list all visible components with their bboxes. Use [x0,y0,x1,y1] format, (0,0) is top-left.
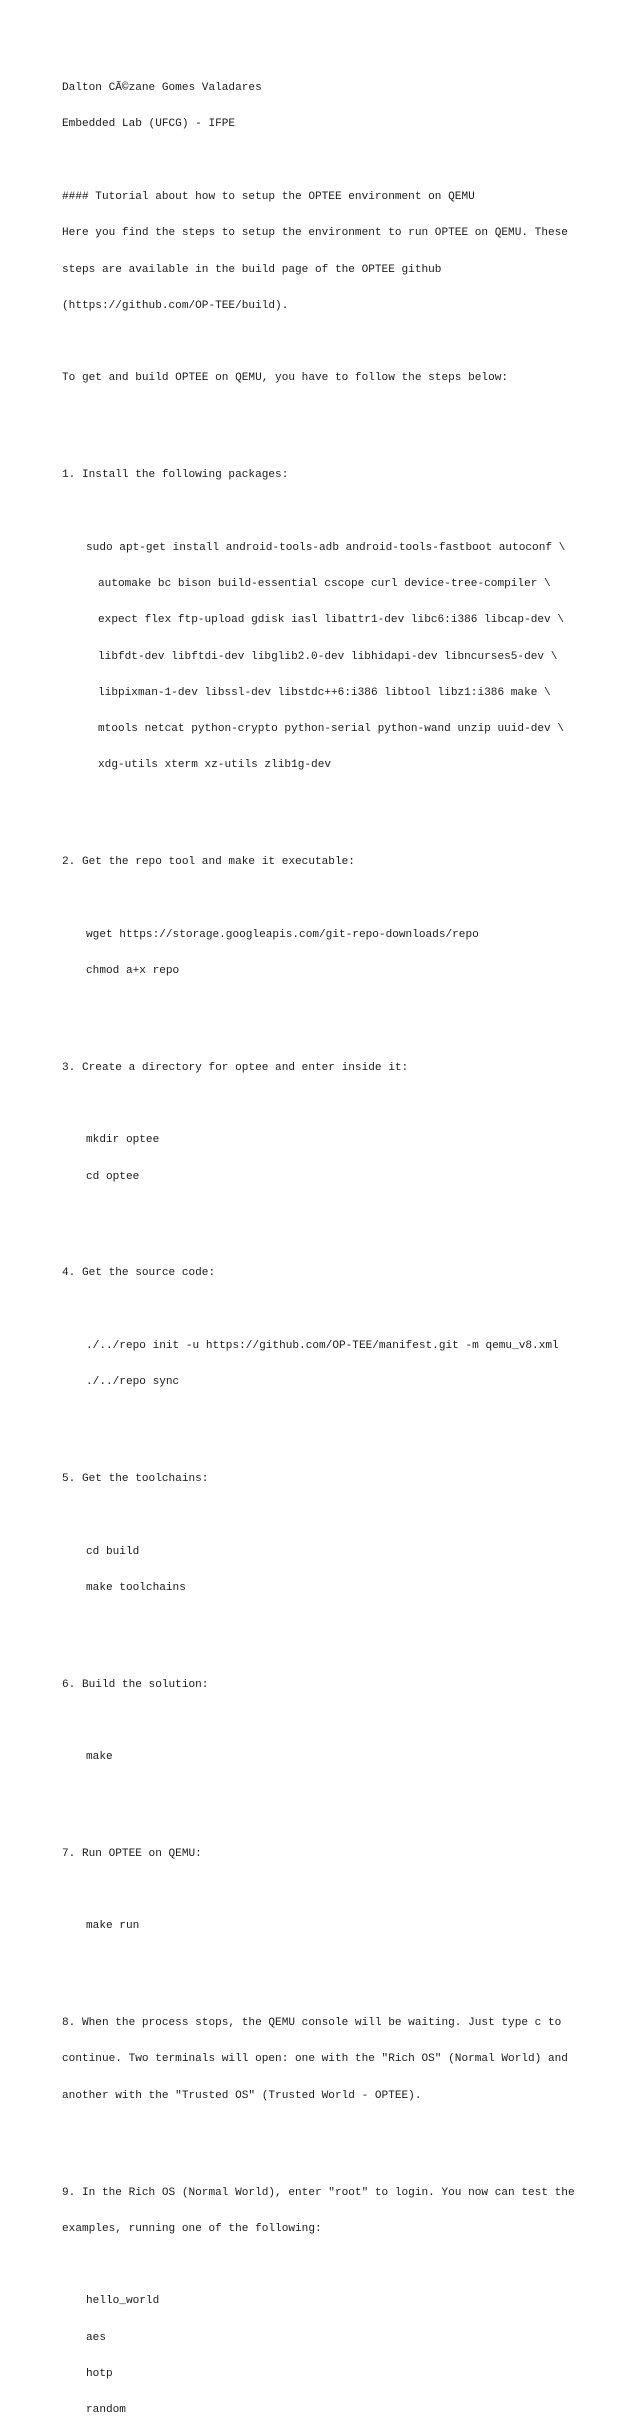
example-item: hotp [86,2367,113,2380]
example-item: hello_world [86,2295,160,2308]
step-2-title: 2. Get the repo tool and make it executable: [62,856,355,869]
step-9-line: examples, running one of the following: [62,2222,322,2235]
tutorial-title: #### Tutorial about how to setup the OPTEE environment on QEMU [62,191,475,204]
step-5-title: 5. Get the toolchains: [62,1472,209,1485]
step-9-line: 9. In the Rich OS (Normal World), enter "root" to login. You now can test the [62,2186,575,2199]
step-1-code-line: libpixman-1-dev libssl-dev libstdc++6:i386 libtool libz1:i386 make \ [98,686,551,699]
step-3-code-line: mkdir optee [86,1134,160,1147]
step-7-code-line: make run [86,1920,140,1933]
step-4-code-line: ./../repo sync [86,1376,180,1389]
lead-text: To get and build OPTEE on QEMU, you have to follow the steps below: [62,372,509,385]
step-4-title: 4. Get the source code: [62,1267,216,1280]
step-8-line: another with the "Trusted OS" (Trusted World - OPTEE). [62,2089,422,2102]
build-page-link[interactable]: (https://github.com/OP-TEE/build). [62,299,289,312]
step-1-code-line: xdg-utils xterm xz-utils zlib1g-dev [98,759,332,772]
author-name: Dalton CÃ©zane Gomes Valadares [62,82,262,95]
step-1-title: 1. Install the following packages: [62,469,289,482]
step-6-code-line: make [86,1751,113,1764]
lab-name: Embedded Lab (UFCG) - IFPE [62,118,236,131]
intro-line: steps are available in the build page of the OPTEE github [62,263,442,276]
step-6-title: 6. Build the solution: [62,1678,209,1691]
step-2-code-line: chmod a+x repo [86,965,180,978]
step-1-code-line: sudo apt-get install android-tools-adb android-tools-fastboot autoconf \ [86,541,566,554]
example-item: random [86,2404,126,2417]
document-page [62,58,622,2428]
step-1-code-line: automake bc bison build-essential cscope curl device-tree-compiler \ [98,578,551,591]
step-7-title: 7. Run OPTEE on QEMU: [62,1847,202,1860]
step-1-code-line: libfdt-dev libftdi-dev libglib2.0-dev libhidapi-dev libncurses5-dev \ [98,650,558,663]
step-4-code-line: ./../repo init -u https://github.com/OP-TEE/manifest.git -m qemu_v8.xml [86,1339,559,1352]
step-1-code-line: mtools netcat python-crypto python-serial python-wand unzip uuid-dev \ [98,723,565,736]
step-3-code-line: cd optee [86,1170,140,1183]
step-5-code-line: cd build [86,1545,140,1558]
step-8-line: continue. Two terminals will open: one with the "Rich OS" (Normal World) and [62,2053,568,2066]
step-2-code-line: wget https://storage.googleapis.com/git-repo-downloads/repo [86,928,479,941]
step-8-line: 8. When the process stops, the QEMU console will be waiting. Just type c to [62,2017,562,2030]
step-3-title: 3. Create a directory for optee and enter inside it: [62,1061,409,1074]
step-1-code-line: expect flex ftp-upload gdisk iasl libattr1-dev libc6:i386 libcap-dev \ [98,614,565,627]
example-item: aes [86,2331,106,2344]
intro-line: Here you find the steps to setup the environment to run OPTEE on QEMU. These [62,227,568,240]
step-5-code-line: make toolchains [86,1581,186,1594]
